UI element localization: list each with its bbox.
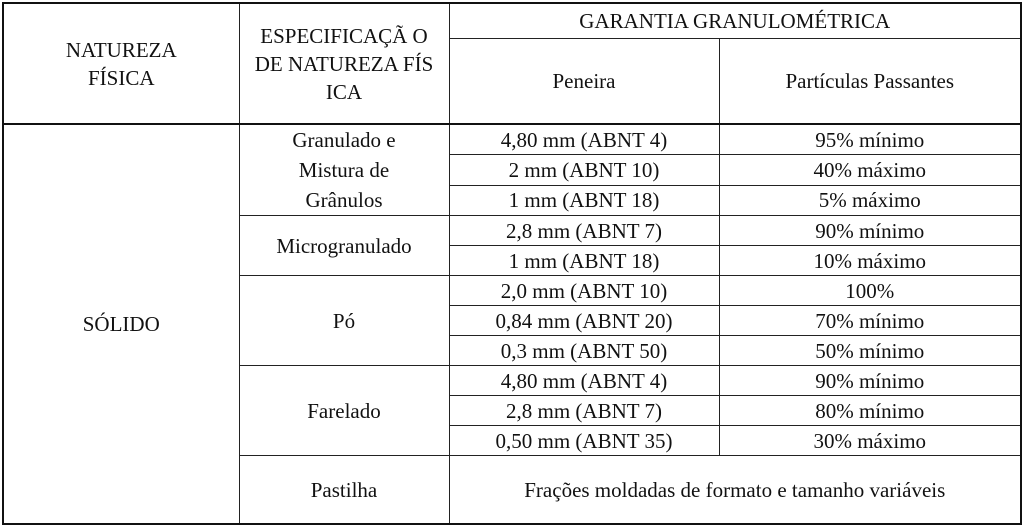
header-garantia-granulometrica: GARANTIA GRANULOMÉTRICA <box>449 3 1021 39</box>
particulas-cell: 5% máximo <box>719 185 1021 215</box>
peneira-cell: 4,80 mm (ABNT 4) <box>449 124 719 155</box>
natureza-solido-cell: SÓLIDO <box>3 124 239 524</box>
peneira-cell: 2,8 mm (ABNT 7) <box>449 216 719 246</box>
peneira-cell: 0,50 mm (ABNT 35) <box>449 426 719 456</box>
especificacao-cell <box>239 366 449 456</box>
peneira-cell: 1 mm (ABNT 18) <box>449 246 719 276</box>
particulas-cell: 100% <box>719 276 1021 306</box>
especificacao-label: Farelado <box>307 398 381 423</box>
particulas-cell: 90% mínimo <box>719 216 1021 246</box>
especificacao-cell <box>239 124 449 216</box>
particulas-cell: 50% mínimo <box>719 336 1021 366</box>
table-row <box>3 124 1021 155</box>
table-body <box>3 124 1021 524</box>
header-natureza-text: NATUREZA FÍSICA <box>65 37 177 90</box>
peneira-cell: 0,3 mm (ABNT 50) <box>449 336 719 366</box>
particulas-cell: 10% máximo <box>719 246 1021 276</box>
especificacao-pastilha-cell: Pastilha <box>239 456 449 525</box>
granulometric-spec-table <box>2 2 1022 525</box>
peneira-cell: 1 mm (ABNT 18) <box>449 185 719 215</box>
particulas-cell: 90% mínimo <box>719 366 1021 396</box>
especificacao-cell <box>239 216 449 276</box>
peneira-cell: 2 mm (ABNT 10) <box>449 155 719 185</box>
header-especificacao-text: ESPECIFICAÇÃ O DE NATUREZA FÍSICA <box>254 23 434 104</box>
table-container <box>2 2 1020 525</box>
particulas-cell: 30% máximo <box>719 426 1021 456</box>
header-particulas-passantes: Partículas Passantes <box>719 39 1021 125</box>
peneira-cell: 2,8 mm (ABNT 7) <box>449 396 719 426</box>
particulas-cell: 95% mínimo <box>719 124 1021 155</box>
especificacao-cell <box>239 276 449 366</box>
header-peneira: Peneira <box>449 39 719 125</box>
peneira-cell: 0,84 mm (ABNT 20) <box>449 306 719 336</box>
particulas-cell: 80% mínimo <box>719 396 1021 426</box>
pastilha-description-cell: Frações moldadas de formato e tamanho variáveis <box>449 456 1021 525</box>
especificacao-label: Granulado e Mistura de Grânulos <box>292 128 396 212</box>
peneira-cell: 2,0 mm (ABNT 10) <box>449 276 719 306</box>
particulas-cell: 40% máximo <box>719 155 1021 185</box>
particulas-cell: 70% mínimo <box>719 306 1021 336</box>
especificacao-label: Microgranulado <box>276 233 412 258</box>
peneira-cell: 4,80 mm (ABNT 4) <box>449 366 719 396</box>
especificacao-label: Pó <box>332 308 356 333</box>
header-especificacao <box>239 3 449 124</box>
header-natureza-fisica <box>3 3 239 124</box>
